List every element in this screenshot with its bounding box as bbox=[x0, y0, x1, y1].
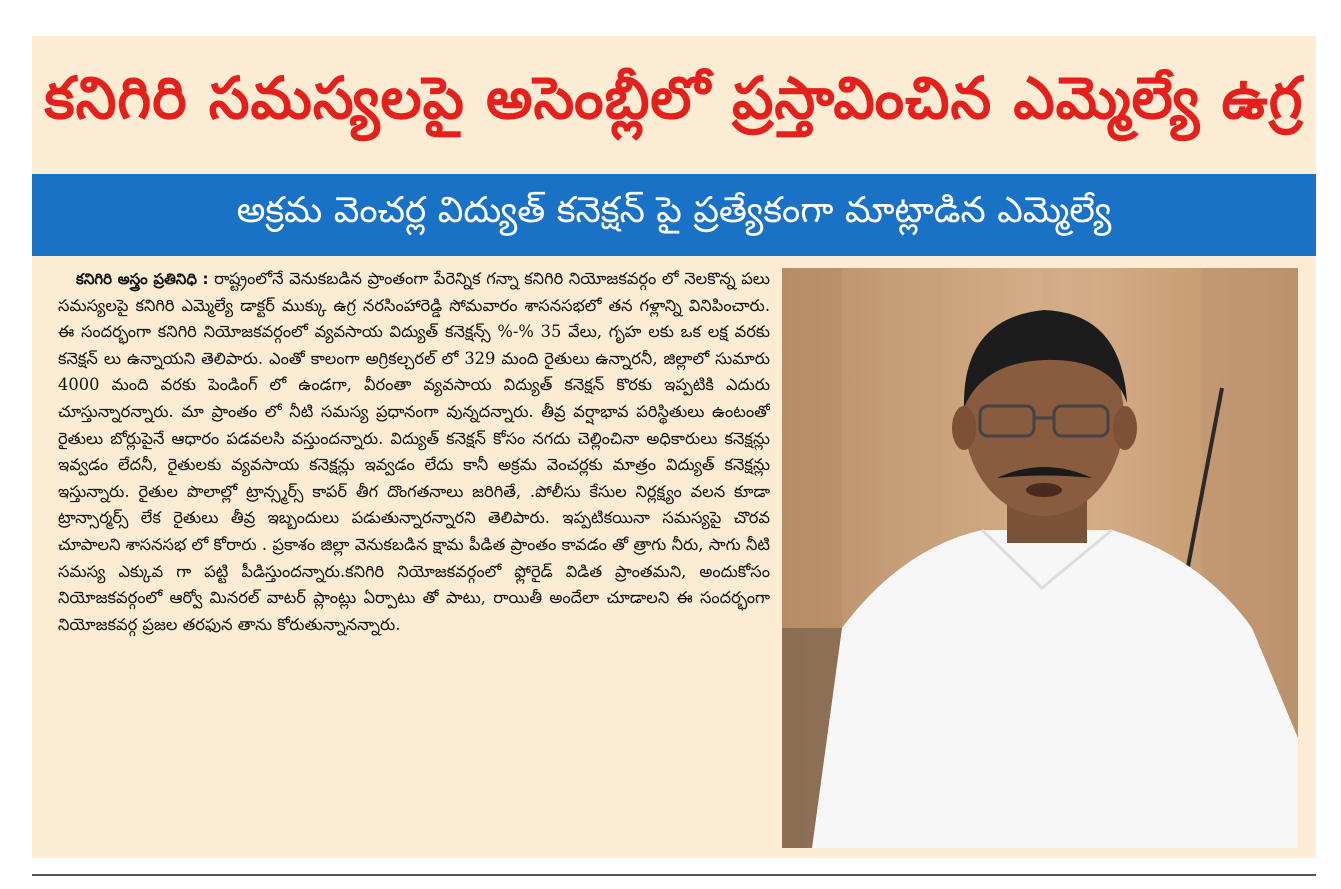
byline: కనిగిరి అస్త్రం ప్రతినిధి : bbox=[76, 270, 209, 288]
news-clipping bbox=[32, 36, 1316, 858]
headline: కనిగిరి సమస్యలపై అసెంబ్లీలో ప్రస్తావించిన ఎమ్మెల్యే ఉగ్ర bbox=[44, 63, 1304, 132]
article-text: రాష్ట్రంలోనే వెనుకబడిన ప్రాంతంగా పేరెన్నిక గన్నా కనిగిరి నియోజకవర్గం లో నెలకొన్న పలు సమస్యలపై కనిగిరి ఎమ్మెల్యే డాక్టర్ ముక్కు ఉగ్ర నరసింహారెడ్డి సోమవారం శాసనసభలో తన గళ్లాన్ని వినిపించారు. ఈ సందర్భంగా కనిగిరి నియోజకవర్గంలో వ్యవసాయ విద్యుత్ కనెక్షన్స్ %-% 35 వేలు, గృహ లకు ఒక లక్ష వరకు కనెక్షన్ లు ఉన్నాయని తెలిపారు. ఎంతో కాలంగా అగ్రికల్చరల్ లో 329 మంది రైతులు ఉన్నారనీ, జిల్లాలో సుమారు 4000 మంది వరకు పెండింగ్ లో ఉండగా, వీరంతా వ్యవసాయ విద్యుత్ కనెక్షన్ కొరకు ఇప్పటికి ఎదురు చూస్తున్నారన్నారు. మా ప్రాంతం లో నీటి సమస్య ప్రధానంగా వున్నదన్నారు. తీవ్ర వర్షాభావ పరిస్థితులు ఉంటంతో రైతులు బోర్లుపైనే ఆధారం పడవలసి వస్తుందన్నారు. విద్యుత్ కనెక్షన్ కోసం నగదు చెల్లించినా అధికారులు కనెక్షన్లు ఇవ్వడం లేదనీ, రైతులకు వ్యవసాయ కనెక్షన్లు ఇవ్వడం లేదు కానీ అక్రమ వెంచర్లకు మాత్రం విద్యుత్ కనెక్షన్లు ఇస్తున్నారు. రైతుల పొలాల్లో ట్రాన్స్మర్స్ కాపర్ తీగ దొంగతనాలు జరిగితే, .పోలీసు కేసుల నిర్లక్ష్యం వలన కూడా ట్రాన్సార్మర్స్ లేక రైతులు తీవ్ర ఇబ్బందులు పడుతున్నారన్నారని తెలిపారు. ఇప్పటికయినా సమస్యపై చొరవ చూపాలని శాసనసభ లో కోరారు . ప్రకాశం జిల్లా వెనుకబడిన క్షామ పీడిత ప్రాంతం కావడం తో త్రాగు నీరు, సాగు నీటి సమస్య ఎక్కువ గా పట్టి పీడిస్తుందన్నారు.కనిగిరి నియోజకవర్గంలో ఫ్లోరైడ్ విడిత ప్రాంతమని, అందుకోసం నియోజకవర్గంలో ఆర్వో మినరల్ వాటర్ ప్లాంట్లు ఏర్పాటు తో పాటు, రాయితీ అందేలా చూడాలని ఈ సందర్భంగా నియోజకవర్గ ప్రజల తరఫున తాను కోరుతున్నానన్నారు. bbox=[58, 269, 770, 634]
bottom-divider bbox=[32, 874, 1316, 876]
article-body bbox=[58, 266, 770, 826]
photo-illustration bbox=[782, 268, 1298, 848]
subheadline-bar: అక్రమ వెంచర్ల విద్యుత్ కనెక్షన్ పై ప్రత్యేకంగా మాట్లాడిన ఎమ్మెల్యే bbox=[32, 174, 1316, 256]
mla-speaking-photo bbox=[782, 268, 1298, 848]
